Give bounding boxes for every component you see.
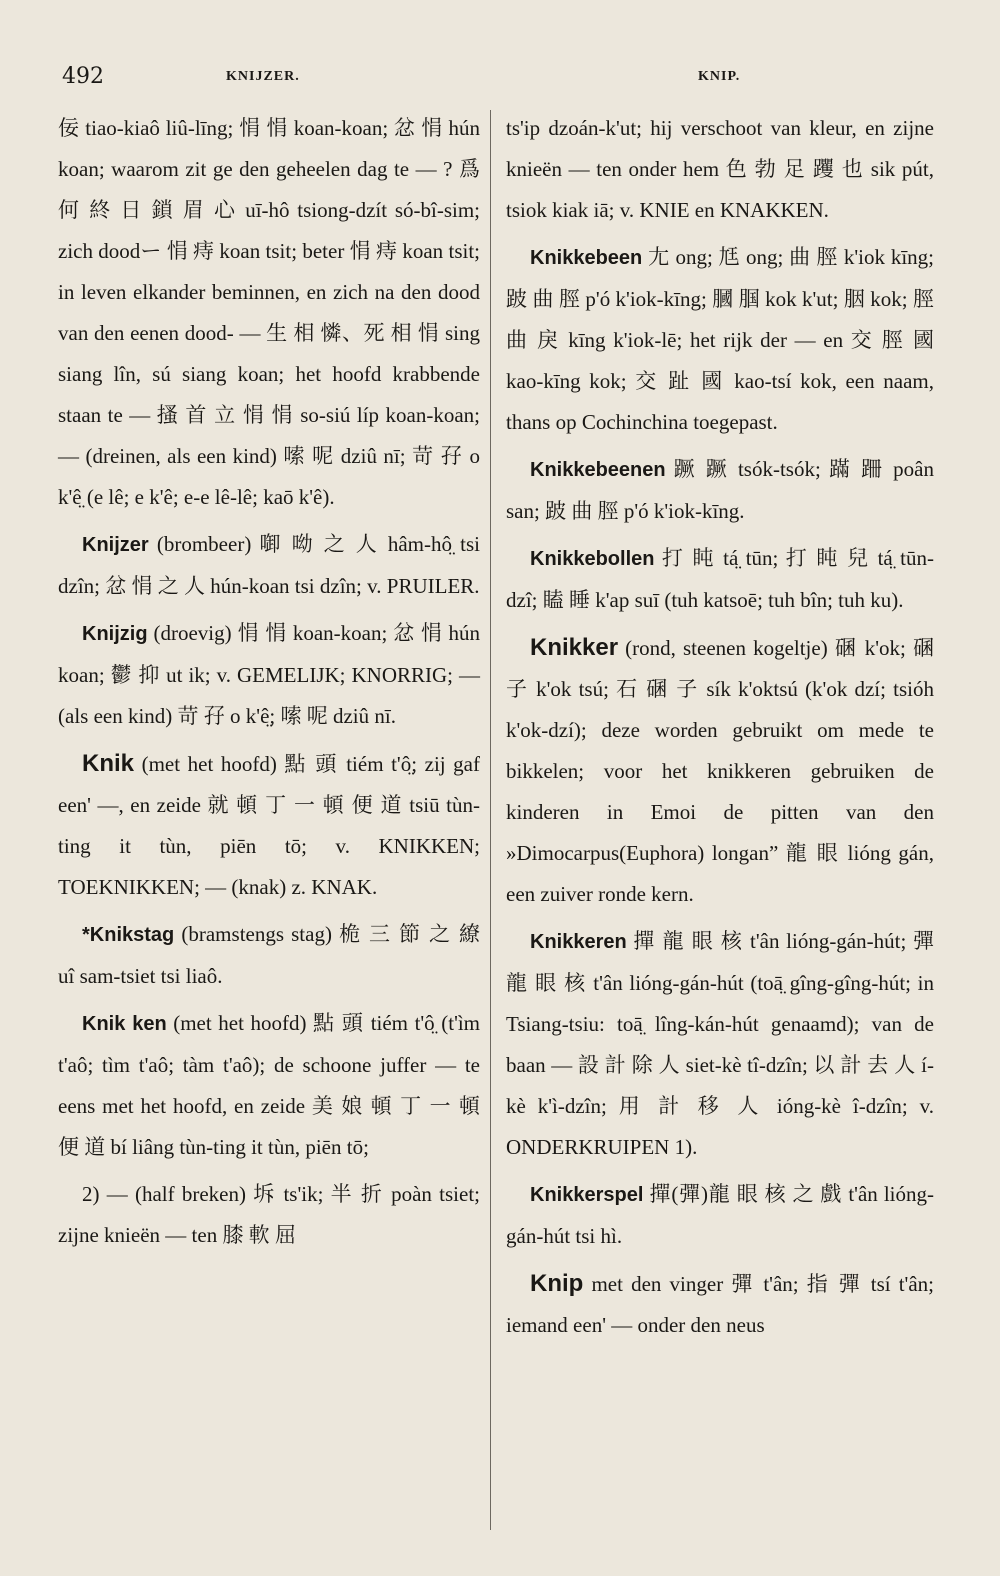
entry-headword: Knikkebeenen xyxy=(530,459,666,481)
entry-text: 佞 tiao-kiaô liû-līng; 悁 悁 koan-koan; 忿 悁 hún koan; waarom zit ge den geheelen dag te — ? 爲 何 終 日 鎖 眉 心 uī-hô tsiong-dzít só-bî-sim; zich doodー 悁 痔 koan tsit; beter 悁 痔 koan tsit; in leven elkander beminnen, en zich na den dood van den eenen dood- — 生 相 憐、死 相 悁 sing siang lîn, sú siang koan; het hoofd krabbende staan te — 搔 首 立 悁 悁 so-siú líp koan-koan; — (dreinen, als een kind) 嗦 呢 dziû nī; 苛 孖 o k'ê̤ (e lê; e k'ê; e-e lê-lê; kaō k'ê). xyxy=(58,116,480,509)
entry-headword: *Knikstag xyxy=(82,924,175,946)
entry-continuation xyxy=(506,108,934,231)
entry-text: 撣(彈)龍 眼 核 之 戲 t'ân lióng-gán-hút tsi hì. xyxy=(506,1182,935,1248)
entry-text: 打 盹 tá̤ tūn; 打 盹 兒 tá̤ tūn-dzî; 瞌 睡 k'ap suī (tuh katsoē; tuh bîn; tuh ku). xyxy=(506,546,935,612)
entry xyxy=(506,921,934,1168)
entry-headword: Knik ken xyxy=(82,1013,167,1035)
page-number: 492 xyxy=(62,64,104,89)
entry xyxy=(506,237,934,443)
left-column xyxy=(58,108,480,1256)
page-header xyxy=(0,60,1000,100)
entry xyxy=(506,1263,934,1346)
entry-headword: Knijzig xyxy=(82,623,148,645)
entry-text: 撣 龍 眼 核 t'ân lióng-gán-hút; 彈 龍 眼 核 t'ân lióng-gán-hút (toā̤ gîng-gîng-hút; in Tsiang-tsiu: toā̤ lîng-kán-hút genaamd); van de baan — 設 計 除 人 siet-kè tî-dzîn; 以 計 去 人 í-kè k'ì-dzîn; 用 計 移 人 ióng-kè î-dzîn; v. ONDERKRUIPEN 1). xyxy=(506,929,934,1159)
entry-headword: Knikkebeen xyxy=(530,247,643,269)
entry-text: 蹶 蹶 tsók-tsók; 蹣 跚 poân san; 跛 曲 脛 p'ó k'iok-kīng. xyxy=(506,457,934,523)
entry xyxy=(58,1003,480,1168)
entry xyxy=(506,538,934,621)
entry-text: (bramstengs stag) 桅 三 節 之 繚 uî sam-tsiet tsi liaô. xyxy=(58,922,481,988)
entry-text: 尢 ong; 尪 ong; 曲 脛 k'iok kīng; 跛 曲 脛 p'ó k'iok-kīng; 膕 腘 kok k'ut; 胭 kok; 脛 曲 戾 kīng k'iok-lē; het rijk der — en 交 脛 國 kao-kīng kok; 交 趾 國 kao-tsí kok, een naam, thans op Cochinchina toegepast. xyxy=(506,245,935,434)
entry xyxy=(58,743,480,908)
entry-headword: Knikkebollen xyxy=(530,548,655,570)
entry xyxy=(58,613,480,737)
entry xyxy=(58,524,480,607)
entry-text: met den vinger 彈 t'ân; 指 彈 tsí t'ân; iemand een' — onder den neus xyxy=(506,1272,934,1337)
entry-headword: Knikker xyxy=(530,634,619,661)
entry xyxy=(506,1174,934,1257)
entry-text: (met het hoofd) 點 頭 tiém t'ô̤ (t'ìm t'aô; tìm t'aô; tàm t'aô); de schoone juffer — te eens met het hoofd, en zeide 美 娘 頓 丁 一 頓 便 道 bí liâng tùn-ting it tùn, piēn tō; xyxy=(58,1011,481,1159)
entry-text: (met het hoofd) 點 頭 tiém t'ô̤; zij gaf een' —, en zeide 就 頓 丁 一 頓 便 道 tsiū tùn-ting it tùn, piēn tō; v. KNIKKEN; TOEKNIKKEN; — (knak) z. KNAK. xyxy=(58,752,480,899)
entry-text: (brombeer) 啣 呦 之 人 hâm-hô̤ tsi dzîn; 忿 悁 之 人 hún-koan tsi dzîn; v. PRUILER. xyxy=(58,532,480,598)
entry xyxy=(506,449,934,532)
running-head-left: KNIJZER. xyxy=(226,69,300,84)
entry-headword: Knik xyxy=(82,750,135,777)
right-column xyxy=(506,108,934,1346)
entry-headword: Knikkeren xyxy=(530,931,627,953)
entry-sense xyxy=(58,1174,480,1256)
entry-text: (rond, steenen kogeltje) 碅 k'ok; 碅 子 k'ok tsú; 石 碅 子 sík k'oktsú (k'ok dzí; tsióh k'ok-dzí); deze worden gebruikt om mede te bikkelen; voor het knikkeren gebruiken de kinderen in Emoi de pitten van den »Dimocarpus(Euphora) longan” 龍 眼 lióng gán, een zuiver ronde kern. xyxy=(506,636,934,906)
column-divider xyxy=(490,110,491,1530)
entry-headword: Knikkerspel xyxy=(530,1184,644,1206)
entry xyxy=(58,914,480,997)
running-head-right: KNIP. xyxy=(698,69,741,84)
entry-continuation xyxy=(58,108,480,518)
entry-text: (droevig) 悁 悁 koan-koan; 忿 悁 hún koan; 鬱 抑 ut ik; v. GEMELIJK; KNORRIG; — (als een kind) 苛 孖 o k'ê̤; 嗦 呢 dziû nī. xyxy=(58,621,481,728)
entry-text: 2) — (half breken) 坼 ts'ik; 半 折 poàn tsiet; zijne knieën — ten 膝 軟 屈 xyxy=(58,1182,480,1247)
entry-text: ts'ip dzoán-k'ut; hij verschoot van kleur, en zijne knieën — ten onder hem 色 勃 足 躩 也 sik pút, tsiok kiak iā; v. KNIE en KNAKKEN. xyxy=(506,116,934,222)
entry xyxy=(506,627,934,915)
entry-headword: Knijzer xyxy=(82,534,149,556)
entry-headword: Knip xyxy=(530,1270,584,1297)
